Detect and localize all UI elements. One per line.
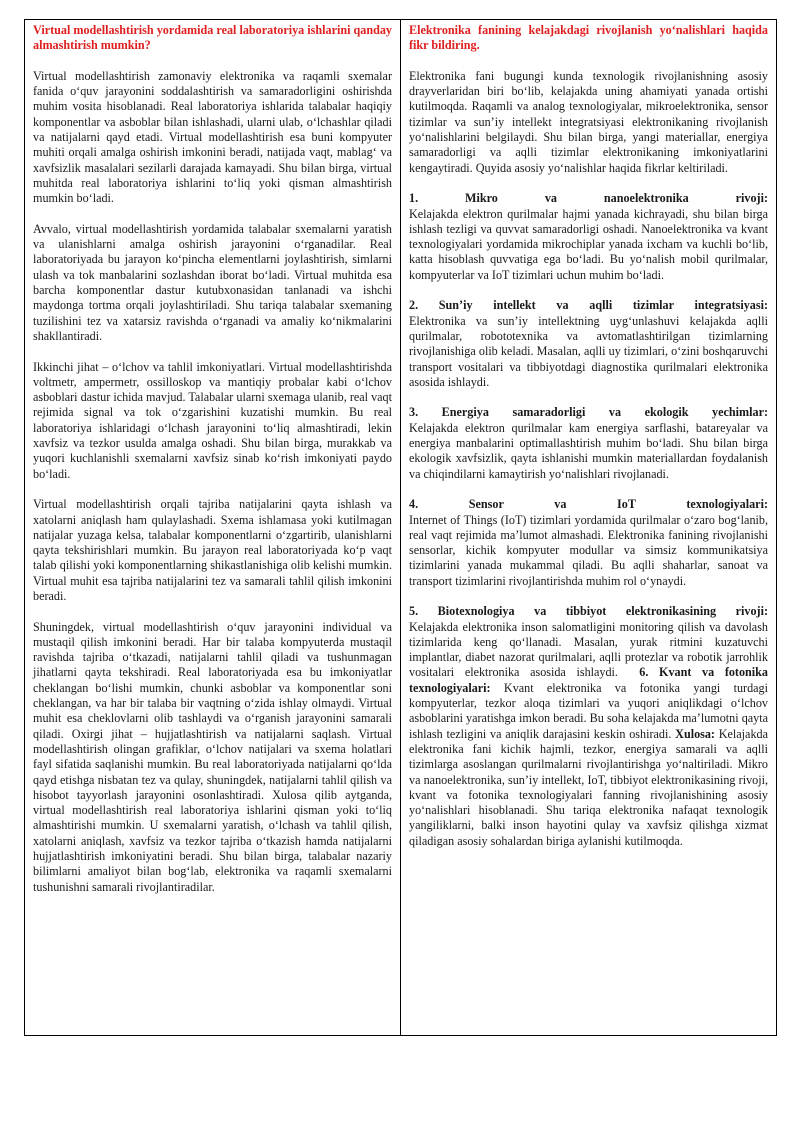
- left-paragraph: Virtual modellashtirish orqali tajriba natijalarini qayta ishlash va xatolarni aniqlash ham qulaylashadi. Sxema ishlamasa yoki kutilmagan natijalar yuzaga kelsa, talabalar komponentlarni o‘zgartirib, ulanishlarni qayta tekshirishlari mumkin. Bu jarayon real laboratoriyada ko‘p vaqt talab qilishi yoki komponentlarning shikastlanishiga olib kelishi mumkin. Virtual muhit esa tajriba natijalarini tez va samarali tahlil qilish imkonini beradi.: [33, 497, 392, 603]
- left-column: [25, 20, 401, 1035]
- right-intro: Elektronika fani bugungi kunda texnologik rivojlanishning asosiy drayverlaridan biri bo‘lib, kelajakda uning ahamiyati yanada ortishi kutilmoqda. Raqamli va analog texnologiyalar, mikroelektronika, sensor tizimlar va sun’iy intellekt integratsiyasi elektronikaning rivojlanish yo‘nalishlarini belgilaydi. Shu bilan birga, yangi materiallar, energiya samaradorligi va aqlli tizimlar elektronikaning imkoniyatlarini kengaytiradi. Quyida asosiy yo‘nalishlar haqida fikrlar keltiriladi.: [409, 68, 768, 175]
- section-title: 1. Mikro va nanoelektronika rivoji:: [409, 191, 768, 206]
- section-2: [409, 298, 768, 390]
- right-column: [401, 20, 776, 1035]
- two-column-table: [24, 19, 777, 1036]
- section-3: [409, 405, 768, 481]
- section-text: Elektronika va sun’iy intellektning uyg‘unlashuvi kelajakda aqlli qurilmalar, robototexnika va avtomatlashtirilgan tizimlarning rivojlanishiga olib keladi. Masalan, aqlli uy tizimlari, o‘zini boshqaruvchi transport vositalari va tibbiyotdagi diagnostika qurilmalari elektronika asosida ishlaydi.: [409, 313, 768, 389]
- section-4: [409, 497, 768, 589]
- section-text: Kelajakda elektron qurilmalar kam energiya sarflashi, batareyalar va energiya manbalarini optimallashtirish muhim bo‘ladi. Shu bilan birga ekologik xavfsizlik, qayta ishlanishi mumkin materiallardan foydalanish va chiqindilarni kamaytirish yo‘nalishlari rivojlanadi.: [409, 420, 768, 481]
- left-paragraph: Virtual modellashtirish zamonaviy elektronika va raqamli sxemalar fanida o‘quv jarayonini soddalashtirish va samaradorligini oshirishda muhim vosita hisoblanadi. Real laboratoriya ishlarida talabalar haqiqiy komponentlar va asboblar bilan ishlashadi, ularni ulab, o‘lchashlar qiladi va natijalarni qayd etadi. Virtual modellashtirish esa buni kompyuter muhiti orqali amalga oshirish imkonini beradi, natijada vaqt, mablag‘ va xavfsizlik masalalari sezilarli darajada kamayadi. Shu bilan birga, virtual muhitda real laboratoriya ishlarini to‘liq yoki qisman almashtirish mumkin bo‘ladi.: [33, 68, 392, 206]
- section-5-title: 5. Biotexnologiya va tibbiyot elektronikasining rivoji:: [409, 604, 768, 619]
- section-5-and-rest: [409, 604, 768, 849]
- conclusion-title: Xulosa:: [675, 726, 715, 741]
- right-heading: Elektronika fanining kelajakdagi rivojlanish yo‘nalishlari haqida fikr bildiring.: [409, 23, 768, 53]
- left-heading: Virtual modellashtirish yordamida real laboratoriya ishlarini qanday almashtirish mumkin?: [33, 23, 392, 53]
- section-1: [409, 191, 768, 283]
- left-paragraph: Avvalo, virtual modellashtirish yordamida talabalar sxemalarni yaratish va ulanishlarni amalga oshirish jarayonini o‘rganadilar. Real laboratoriyada bu jarayon ko‘pincha elementlarni joylashtirish, simlarni ulash va tok manbalarini sozlashdan iborat bo‘ladi. Virtual muhitda esa barcha komponentlar dastur kutubxonasidan tanlanadi va ishchi maydonga tortma orqali joylashtiriladi. Shu tariqa talabalar sxemaning tuzilishini tez va xatarsiz ravishda o‘rganadi va amaliy ko‘nikmalarini shakllantiradi.: [33, 221, 392, 343]
- left-paragraph: Shuningdek, virtual modellashtirish o‘quv jarayonini individual va mustaqil qilish imkonini beradi. Har bir talaba kompyuterda mustaqil ravishda tajriba o‘tkazadi, natijalarni tahlil qiladi va tushunmagan jihatlarni qayta tekshiradi. Real laboratoriyada esa bu imkoniyatlar cheklangan bo‘lishi mumkin, chunki asboblar va komponentlar soni cheklangan, va har bir talaba bir vaqtning o‘zida ishlay olmaydi. Virtual muhit esa cheklovlarni olib tashlaydi va o‘rganish jarayonini samarali qiladi. Oxirgi jihat – hujjatlashtirish va natijalarni saqlash. Virtual modellashtirish olingan grafiklar, o‘lchov natijalari va sxema holatlari fayl sifatida saqlanishi mumkin. Bu real laboratoriyada natijalarni qo‘lda qayd etishga nisbatan tez va qulay, shuningdek, natijalarni tahlil qilish va hisobot tayyorlash jarayonini osonlashtiradi. Xulosa qilib aytganda, virtual modellashtirish real laboratoriya ishlarini qisman yoki to‘liq almashtirishi mumkin. U sxemalarni yaratish, o‘lchash va tahlil qilish, xatolarni aniqlash, xavfsiz va tezkor tajriba o‘tkazish hamda natijalarni hujjatlashtirish imkoniyatini beradi. Shu bilan birga, talabalar nazariy bilimlarni amaliyot bilan bog‘lab, elektronika va raqamli sxemalarni tushunishni samarali rivojlantiradilar.: [33, 619, 392, 894]
- section-5-text: Kelajakda elektronika inson salomatligini monitoring qilish va davolash tizimlarida keng qo‘llanadi. Masalan, yurak ritmini kuzatuvchi implantlar, diabet nazorat qurilmalari, aqlli protezlar va robotik jarrohlik vositalari elektronika asosida ishlaydi.: [409, 619, 768, 680]
- section-6-title: 6. Kvant va fotonika texnologiyalari:: [409, 665, 768, 695]
- section-6-text: Kvant elektronika va fotonika yangi turdagi kompyuterlar, tezkor aloqa tizimlari va yuqori aniqlikdagi o‘lchov asboblarini yaratishga imkon beradi. Bu soha kelajakda ma’lumotni qayta ishlash tezligini va aniqlik darajasini keskin oshiradi.: [409, 680, 768, 741]
- section-title: 2. Sun’iy intellekt va aqlli tizimlar integratsiyasi:: [409, 298, 768, 313]
- left-paragraph: Ikkinchi jihat – o‘lchov va tahlil imkoniyatlari. Virtual modellashtirishda voltmetr, ampermetr, ossilloskop va mantiqiy probalar kabi o‘lchov asboblari dastur ichida mavjud. Talabalar ularni sxemaga ulanib, real vaqt rejimida signal va tok o‘zgarishini kuzatishi mumkin. Bu real laboratoriya ishlaridagi o‘lchash jarayonini to‘liq almashtiradi, lekin xavfsiz va tezkor usulda amalga oshadi. Shu bilan birga, murakkab va yuqori kuchlanishli sxemalarni xavfsiz sinab ko‘rish imkoniyati paydo bo‘ladi.: [33, 359, 392, 481]
- section-title: 3. Energiya samaradorligi va ekologik yechimlar:: [409, 405, 768, 420]
- section-title: 4. Sensor va IoT texnologiyalari:: [409, 497, 768, 512]
- conclusion-text: Kelajakda elektronika fani kichik hajmli, tezkor, energiya samarali va aqlli tizimlarga asoslangan qurilmalarni rivojlantirishga yo‘naltiriladi. Mikro va nanoelektronika, sun’iy intellekt, IoT, tibbiyot elektronikasining rivoji, kvant va fotonika texnologiyalari fanning rivojlanishining asosiy yo‘nalishlari hisoblanadi. Shu tariqa elektronika nafaqat texnologik yangiliklarni, balki inson hayotini qulay va xavfsiz qilishga xizmat qiladigan asosiy sohalardan biriga aylanishi kutilmoqda.: [409, 726, 768, 848]
- section-text: Kelajakda elektron qurilmalar hajmi yanada kichrayadi, shu bilan birga ishlash tezligi va quvvat samaradorligi oshadi. Nanoelektronika va kvant texnologiyalari yordamida mikrochiplar yanada ixcham va kuchli bo‘lib, katta hisoblash quvvatiga ega bo‘ladi. Bu yo‘nalish mobil qurilmalar, kompyuterlar va IoT tizimlari uchun muhim bo‘ladi.: [409, 206, 768, 282]
- section-text: Internet of Things (IoT) tizimlari yordamida qurilmalar o‘zaro bog‘lanib, real vaqt rejimida ma’lumot almashadi. Elektronika fanining rivojlanishi sensorlar, kichik kompyuter modullar va simsiz kommunikatsiya tizimlarini yanada mukammal qiladi. Bu aqlli shaharlar, sanoat va transport tizimlarini rivojlantirishda muhim rol o‘ynaydi.: [409, 512, 768, 588]
